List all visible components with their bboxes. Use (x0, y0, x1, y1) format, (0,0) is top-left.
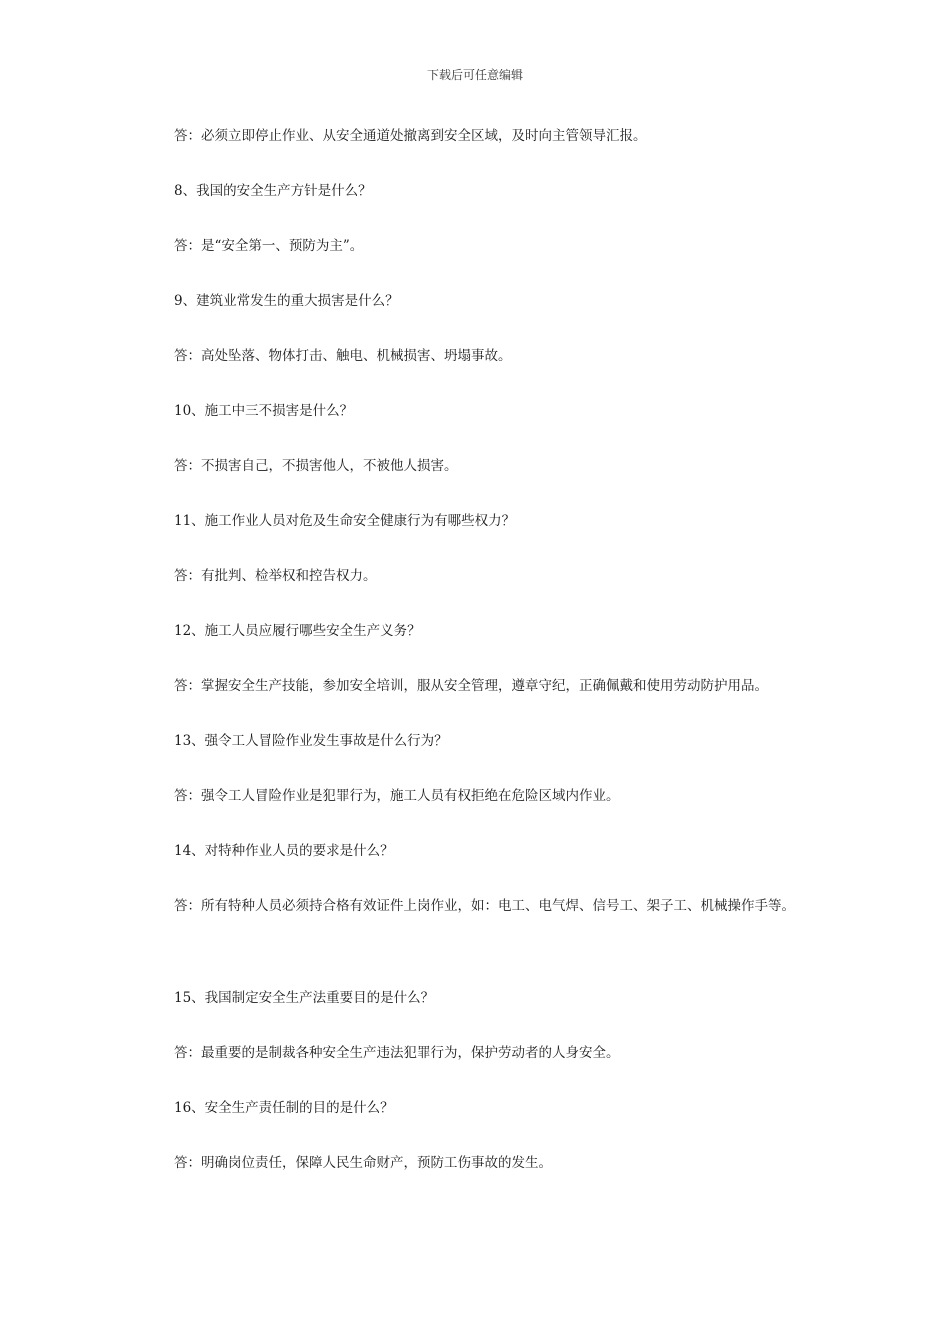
answer-10: 答：不损害自己，不损害他人，不被他人损害。 (174, 458, 458, 474)
question-8: 8、我国的安全生产方针是什么？ (174, 183, 372, 199)
question-10: 10、施工中三不损害是什么？ (174, 403, 354, 419)
answer-16: 答：明确岗位责任，保障人民生命财产，预防工伤事故的发生。 (174, 1155, 552, 1171)
question-15: 15、我国制定安全生产法重要目的是什么？ (174, 990, 435, 1006)
question-13: 13、强令工人冒险作业发生事故是什么行为？ (174, 733, 448, 749)
answer-9: 答：高处坠落、物体打击、触电、机械损害、坍塌事故。 (174, 348, 512, 364)
question-12: 12、施工人员应履行哪些安全生产义务？ (174, 623, 421, 639)
answer-15: 答：最重要的是制裁各种安全生产违法犯罪行为，保护劳动者的人身安全。 (174, 1045, 620, 1061)
question-9: 9、建筑业常发生的重大损害是什么？ (174, 293, 399, 309)
question-16: 16、安全生产责任制的目的是什么？ (174, 1100, 394, 1116)
question-11: 11、施工作业人员对危及生命安全健康行为有哪些权力？ (174, 513, 516, 529)
answer-11: 答：有批判、检举权和控告权力。 (174, 568, 377, 584)
answer-8: 答：是“安全第一、预防为主”。 (174, 238, 364, 254)
answer-13: 答：强令工人冒险作业是犯罪行为，施工人员有权拒绝在危险区域内作业。 (174, 788, 620, 804)
question-14: 14、对特种作业人员的要求是什么？ (174, 843, 394, 859)
page-header: 下载后可任意编辑 (426, 68, 523, 82)
answer-7: 答：必须立即停止作业、从安全通道处撤离到安全区域，及时向主管领导汇报。 (174, 128, 647, 144)
answer-14: 答：所有特种人员必须持合格有效证件上岗作业，如：电工、电气焊、信号工、架子工、机械操作手等。 (174, 898, 795, 914)
answer-12: 答：掌握安全生产技能，参加安全培训，服从安全管理，遵章守纪，正确佩戴和使用劳动防护用品。 (174, 678, 768, 694)
